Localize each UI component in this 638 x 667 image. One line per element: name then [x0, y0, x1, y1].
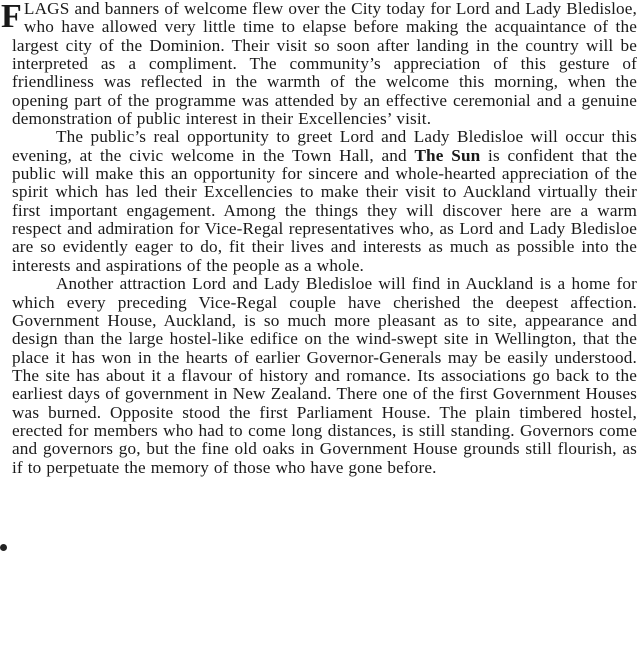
paragraph-2-text-before: The public’s real opportunity to greet Lord and Lady Bledisloe will occur this evening, at the civic welcome in the Town Hall, and: [12, 127, 637, 165]
editorial-article: [1, 0, 637, 477]
paragraph-1-text: LAGS and banners of welcome flew over the City today for Lord and Lady Bledisloe, who have allowed very little time to elapse before making the acquaintance of the largest city of the Dominion. Their visit so soon after landing in the country will be interpreted as a compliment. The community’s appreciation of this gesture of friendliness was reflected in the warmth of the welcome this morning, when the opening part of the programme was attended by an effective ceremonial and a genuine demonstration of public interest in their Excellencies’ visit.: [12, 0, 637, 129]
paragraph-2-text-after: is confident that the public will make this an opportunity for sincere and whole-hearted appreciation of the spirit which has led their Excellencies to make their visit to Auckland virtually their first important engagement. Among the things they will discover here are a warm respect and admiration for Vice-Regal representatives who, as Lord and Lady Bledisloe are so evidently eager to do, fit their lives and interests as much as possible into the interests and aspirations of the people as a whole.: [12, 145, 637, 275]
paragraph-3: [12, 275, 637, 477]
paragraph-1: [1, 0, 637, 129]
paragraph-2: [12, 128, 637, 275]
newspaper-name: The Sun: [414, 145, 481, 165]
paragraph-3-text: Another attraction Lord and Lady Bledisloe will find in Auckland is a home for which every preceding Vice-Regal couple have cherished the deepest affection. Government House, Auckland, is so much more pleasant as to site, appearance and design than the large hostel-like edifice on the wind-swept site in Wellington, that the place it has won in the hearts of earlier Governor-Generals may be easily understood. The site has about it a flavour of history and romance. Its associations go back to the earliest days of government in New Zealand. There one of the first Government Houses was burned. Opposite stood the first Parliament House. The plain timbered hostel, erected for members who had to come long distances, is still standing. Governors come and governors go, but the fine old oaks in Government House grounds still flourish, as if to perpetuate the memory of those who have gone before.: [12, 274, 637, 477]
drop-cap: F: [1, 0, 22, 35]
ink-spot: [0, 544, 7, 551]
